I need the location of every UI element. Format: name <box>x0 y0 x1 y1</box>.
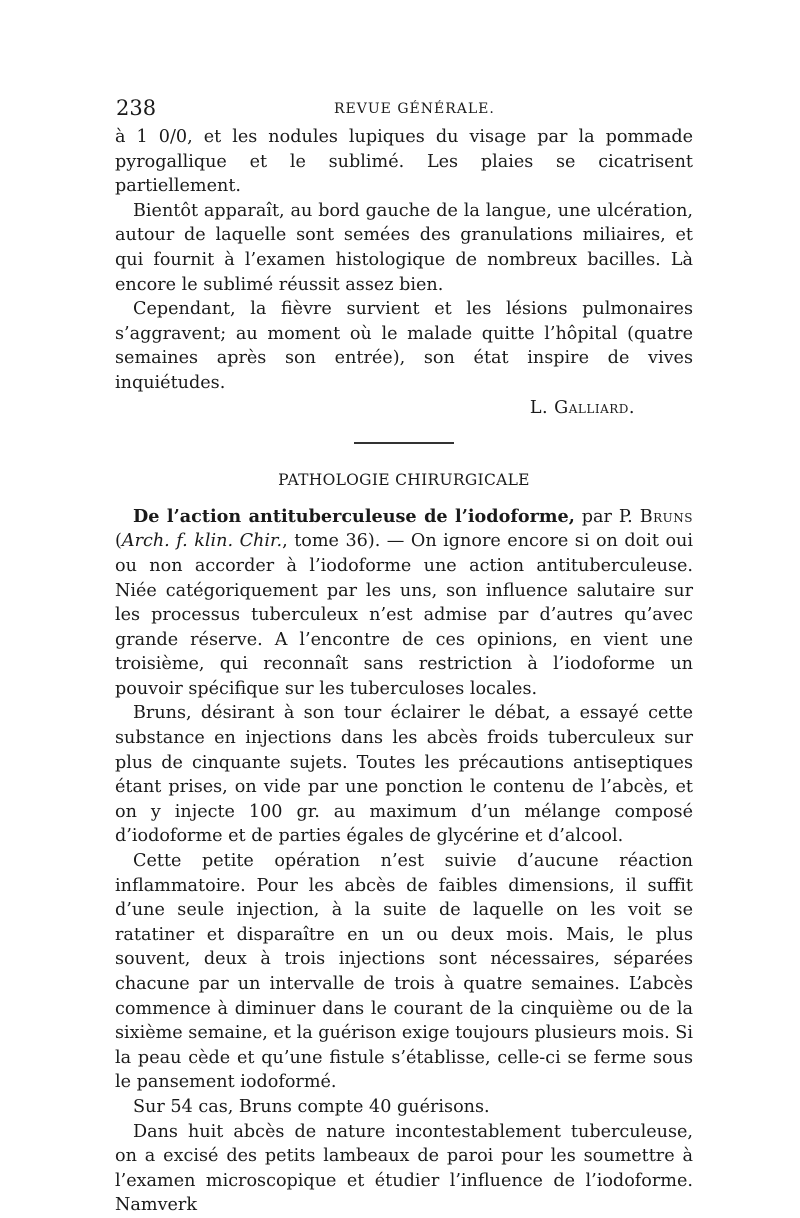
section-divider <box>354 442 454 444</box>
page-number: 238 <box>116 96 157 120</box>
author-signature: L. Galliard. <box>529 397 635 418</box>
paragraph: Cependant, la fièvre survient et les lésions pulmonaires s’aggravent; au moment où le malade quitte l’hôpital (quatre semaines après son entrée), son état inspire de vives inquiétudes. <box>115 299 693 393</box>
page-body <box>115 125 693 1218</box>
article-title: De l’action antituberculeuse de l’iodoforme, <box>133 505 575 527</box>
paragraph-continuation: à 1 0/0, et les nodules lupiques du visage par la pommade pyrogallique et le sublimé. Les plaies se cicatrisent partiellement. <box>115 127 693 197</box>
journal-name: Arch. f. klin. Chir. <box>121 531 283 552</box>
article-author: Bruns <box>639 506 693 527</box>
article-text: , tome 36). — On ignore encore si on doit oui ou non accorder à l’iodoforme une action antituberculeuse. Niée catégoriquement par les uns, son influence salutaire sur les processus tuberculeux n’est admise par d’autres qu’avec grande réserve. A l’encontre de ces opinions, en vient une troisième, qui reconnaît sans restriction à l’iodoforme un pouvoir spécifique sur les tuberculoses locales. <box>115 531 693 699</box>
article-by: par P. <box>574 506 640 527</box>
article-ref-open: ( <box>115 531 122 552</box>
paragraph: Cette petite opération n’est suivie d’aucune réaction inflammatoire. Pour les abcès de faibles dimensions, il suffit d’une seule injection, à la suite de laquelle on les voit se ratatiner et disparaître en un ou deux mois. Mais, le plus souvent, deux à trois injections sont nécessaires, séparées chacune par un intervalle de trois à quatre semaines. L’abcès commence à diminuer dans le courant de la cinquième ou de la sixième semaine, et la guérison exige toujours plusieurs mois. Si la peau cède et qu’une fistule s’établisse, celle-ci se ferme sous le pansement iodoformé. <box>115 851 693 1093</box>
paragraph: Bruns, désirant à son tour éclairer le débat, a essayé cette substance en injections dans les abcès froids tuberculeux sur plus de cinquante sujets. Toutes les précautions antiseptiques étant prises, on vide par une ponction le contenu de l’abcès, et on y injecte 100 gr. au maximum d’un mélange composé d’iodoforme et de parties égales de glycérine et d’alcool. <box>115 703 693 847</box>
section-title: PATHOLOGIE CHIRURGICALE <box>278 471 530 490</box>
paragraph: Dans huit abcès de nature incontestablement tuberculeuse, on a excisé des petits lambeaux de paroi pour les soumettre à l’examen microscopique et étudier l’influence de l’iodoforme. Namverk <box>115 1121 693 1216</box>
paragraph: Bientôt apparaît, au bord gauche de la langue, une ulcération, autour de laquelle sont semées des granulations miliaires, et qui fournit à l’examen histologique de nombreux bacilles. Là encore le sublimé réussit assez bien. <box>115 200 693 295</box>
article-paragraph <box>115 505 693 702</box>
page-header <box>116 96 694 122</box>
running-title: REVUE GÉNÉRALE. <box>334 101 495 117</box>
paragraph: Sur 54 cas, Bruns compte 40 guérisons. <box>133 1096 490 1117</box>
